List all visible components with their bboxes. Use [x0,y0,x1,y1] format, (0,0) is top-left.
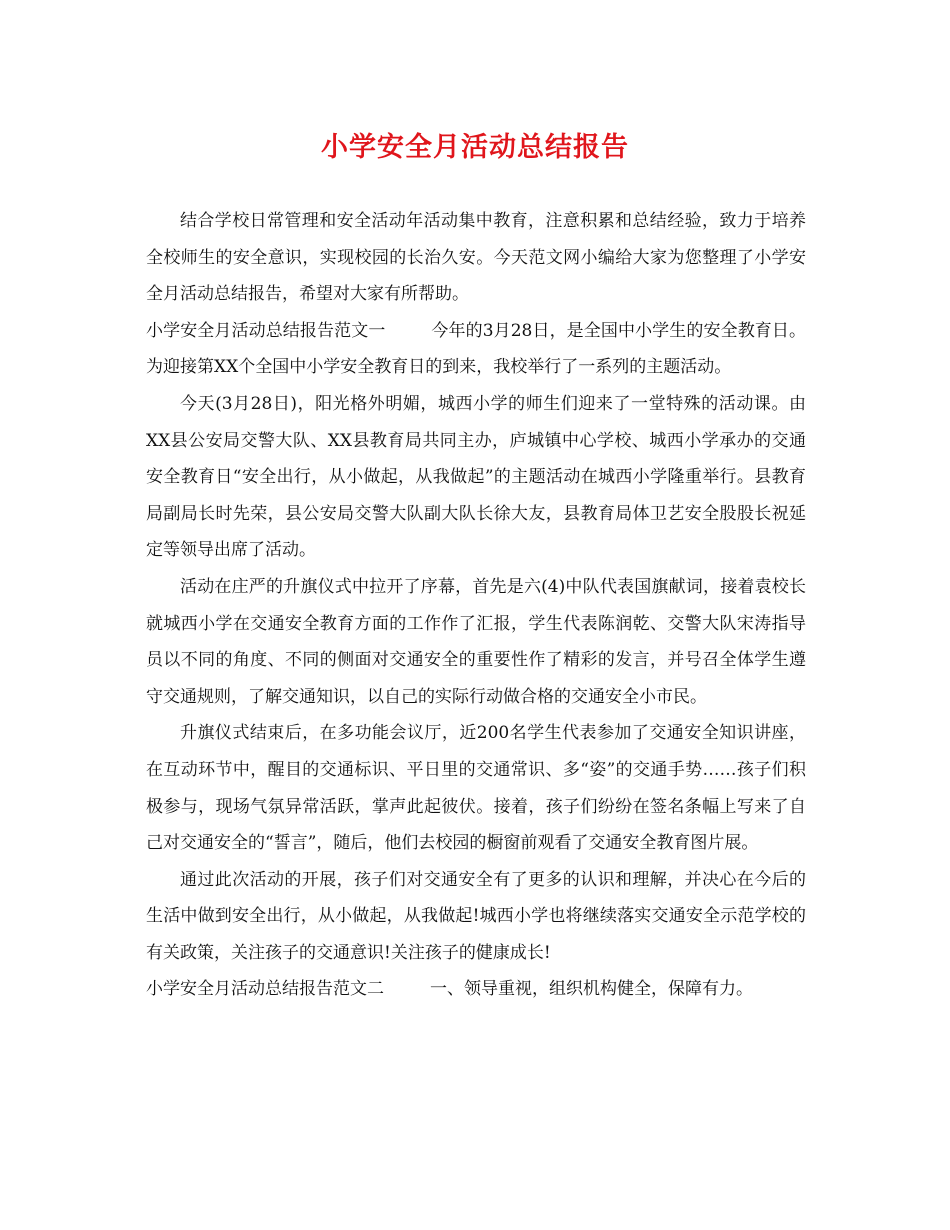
section-text: 一、领导重视，组织机构健全，保障有力。 [430,979,753,1000]
section-heading: 小学安全月活动总结报告范文二 [146,979,384,1000]
paragraph-flag-ceremony: 活动在庄严的升旗仪式中拉开了序幕，首先是六(4)中队代表国旗献词，接着袁校长就城西小学在交通安全教育方面的工作作了汇报，学生代表陈润乾、交警大队宋涛指导员以不同的角度、不同的侧面对交通安全的重要性作了精彩的发言，并号召全体学生遵守交通规则，了解交通知识，以自己的实际行动做合格的交通安全小市民。 [146,576,806,707]
paragraph-activity-day: 今天(3月28日)，阳光格外明媚，城西小学的师生们迎来了一堂特殊的活动课。由XX县公安局交警大队、XX县教育局共同主办，庐城镇中心学校、城西小学承办的交通安全教育日“安全出行，从小做起，从我做起”的主题活动在城西小学隆重举行。县教育局副局长时先荣，县公安局交警大队副大队长徐大友，县教育局体卫艺安全股股长祝延定等领导出席了活动。 [146,393,806,561]
paragraph-lecture: 升旗仪式结束后，在多功能会议厅，近200名学生代表参加了交通安全知识讲座，在互动环节中，醒目的交通标识、平日里的交通常识、多“姿”的交通手势……孩子们积极参与，现场气氛异常活跃，掌声此起彼伏。接着，孩子们纷纷在签名条幅上写来了自己对交通安全的“誓言”，随后，他们去校园的橱窗前观看了交通安全教育图片展。 [146,723,806,854]
paragraph-intro: 结合学校日常管理和安全活动年活动集中教育，注意积累和总结经验，致力于培养全校师生的安全意识，实现校园的长治久安。今天范文网小编给大家为您整理了小学安全月活动总结报告，希望对大家有所帮助。 [146,211,806,305]
document-body [146,203,806,1008]
section-two [146,971,806,1008]
paragraph-conclusion: 通过此次活动的开展，孩子们对交通安全有了更多的认识和理解，并决心在今后的生活中做到安全出行，从小做起，从我做起!城西小学也将继续落实交通安全示范学校的有关政策，关注孩子的交通意识!关注孩子的健康成长! [146,869,806,963]
section-heading: 小学安全月活动总结报告范文一 [146,320,386,341]
section-one [146,313,806,386]
section-text: 今年的3月28日，是全国中小学生的安全教育日。为迎接第XX个全国中小学安全教育日的到来，我校举行了一系列的主题活动。 [146,320,806,378]
document-title: 小学安全月活动总结报告 [321,132,629,163]
